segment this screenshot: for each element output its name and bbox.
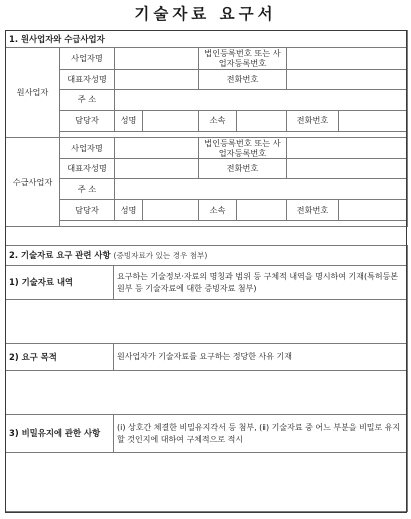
section-1-heading: 1. 원사업자와 수급사업자	[6, 31, 408, 48]
item-entry-area[interactable]	[6, 371, 408, 415]
manager-name-field[interactable]	[143, 200, 199, 221]
manager-label: 담당자	[60, 110, 115, 131]
address-label: 주 소	[60, 179, 115, 200]
manager-phone-label: 전화번호	[287, 200, 339, 221]
section-2-note: (증빙자료가 있는 경우 첨부)	[113, 251, 208, 261]
spacer-row	[60, 221, 408, 227]
section-1-table	[5, 30, 408, 227]
group-label: 원사업자	[6, 48, 60, 138]
address-label: 주 소	[60, 89, 115, 110]
representative-name-label: 대표자성명	[60, 159, 115, 179]
manager-phone-field[interactable]	[339, 200, 408, 221]
item-entry-area[interactable]	[6, 300, 408, 344]
representative-name-field[interactable]	[115, 159, 199, 179]
section-2-title: 2. 기술자료 요구 관련 사항	[9, 250, 111, 261]
item-label: 1) 기술자료 내역	[6, 266, 114, 300]
item-description: (ⅰ) 상호간 체결한 비밀유지각서 등 첨부, (ⅱ) 기술자료 중 어느 부분을 비밀로 유지할 것인지에 대하여 구체적으로 적시	[114, 415, 408, 453]
item-label: 2) 요구 목적	[6, 344, 114, 371]
registration-number-label: 법인등록번호 또는 사업자등록번호	[199, 48, 287, 70]
phone-label: 전화번호	[199, 69, 287, 89]
section-2-heading	[6, 246, 408, 266]
section-2-table	[5, 245, 408, 512]
registration-number-field[interactable]	[287, 137, 408, 159]
document-title: 기술자료 요구서	[134, 4, 277, 23]
company-name-field[interactable]	[115, 48, 199, 70]
address-field[interactable]	[115, 179, 408, 200]
phone-field[interactable]	[287, 159, 408, 179]
manager-phone-field[interactable]	[339, 110, 408, 131]
item-description: 요구하는 기술정보·자료의 명칭과 범위 등 구체적 내역을 명시하여 기재(특허등본원부 등 기술자료에 대한 증빙자료 첨부)	[114, 266, 408, 300]
manager-label: 담당자	[60, 200, 115, 221]
phone-field[interactable]	[287, 69, 408, 89]
item-label: 3) 비밀유지에 관한 사항	[6, 415, 114, 453]
manager-phone-label: 전화번호	[287, 110, 339, 131]
address-field[interactable]	[115, 89, 408, 110]
manager-dept-field[interactable]	[237, 110, 287, 131]
registration-number-label: 법인등록번호 또는 사업자등록번호	[199, 137, 287, 159]
manager-dept-label: 소속	[199, 110, 237, 131]
registration-number-field[interactable]	[287, 48, 408, 70]
company-name-label: 사업자명	[60, 137, 115, 159]
item-entry-area[interactable]	[6, 453, 408, 512]
manager-name-label: 성명	[115, 110, 143, 131]
manager-name-field[interactable]	[143, 110, 199, 131]
item-description: 원사업자가 기술자료를 요구하는 정당한 사유 기재	[114, 344, 408, 371]
company-name-field[interactable]	[115, 137, 199, 159]
representative-name-field[interactable]	[115, 69, 199, 89]
group-label: 수급사업자	[6, 137, 60, 227]
representative-name-label: 대표자성명	[60, 69, 115, 89]
manager-dept-label: 소속	[199, 200, 237, 221]
manager-dept-field[interactable]	[237, 200, 287, 221]
manager-name-label: 성명	[115, 200, 143, 221]
company-name-label: 사업자명	[60, 48, 115, 70]
phone-label: 전화번호	[199, 159, 287, 179]
